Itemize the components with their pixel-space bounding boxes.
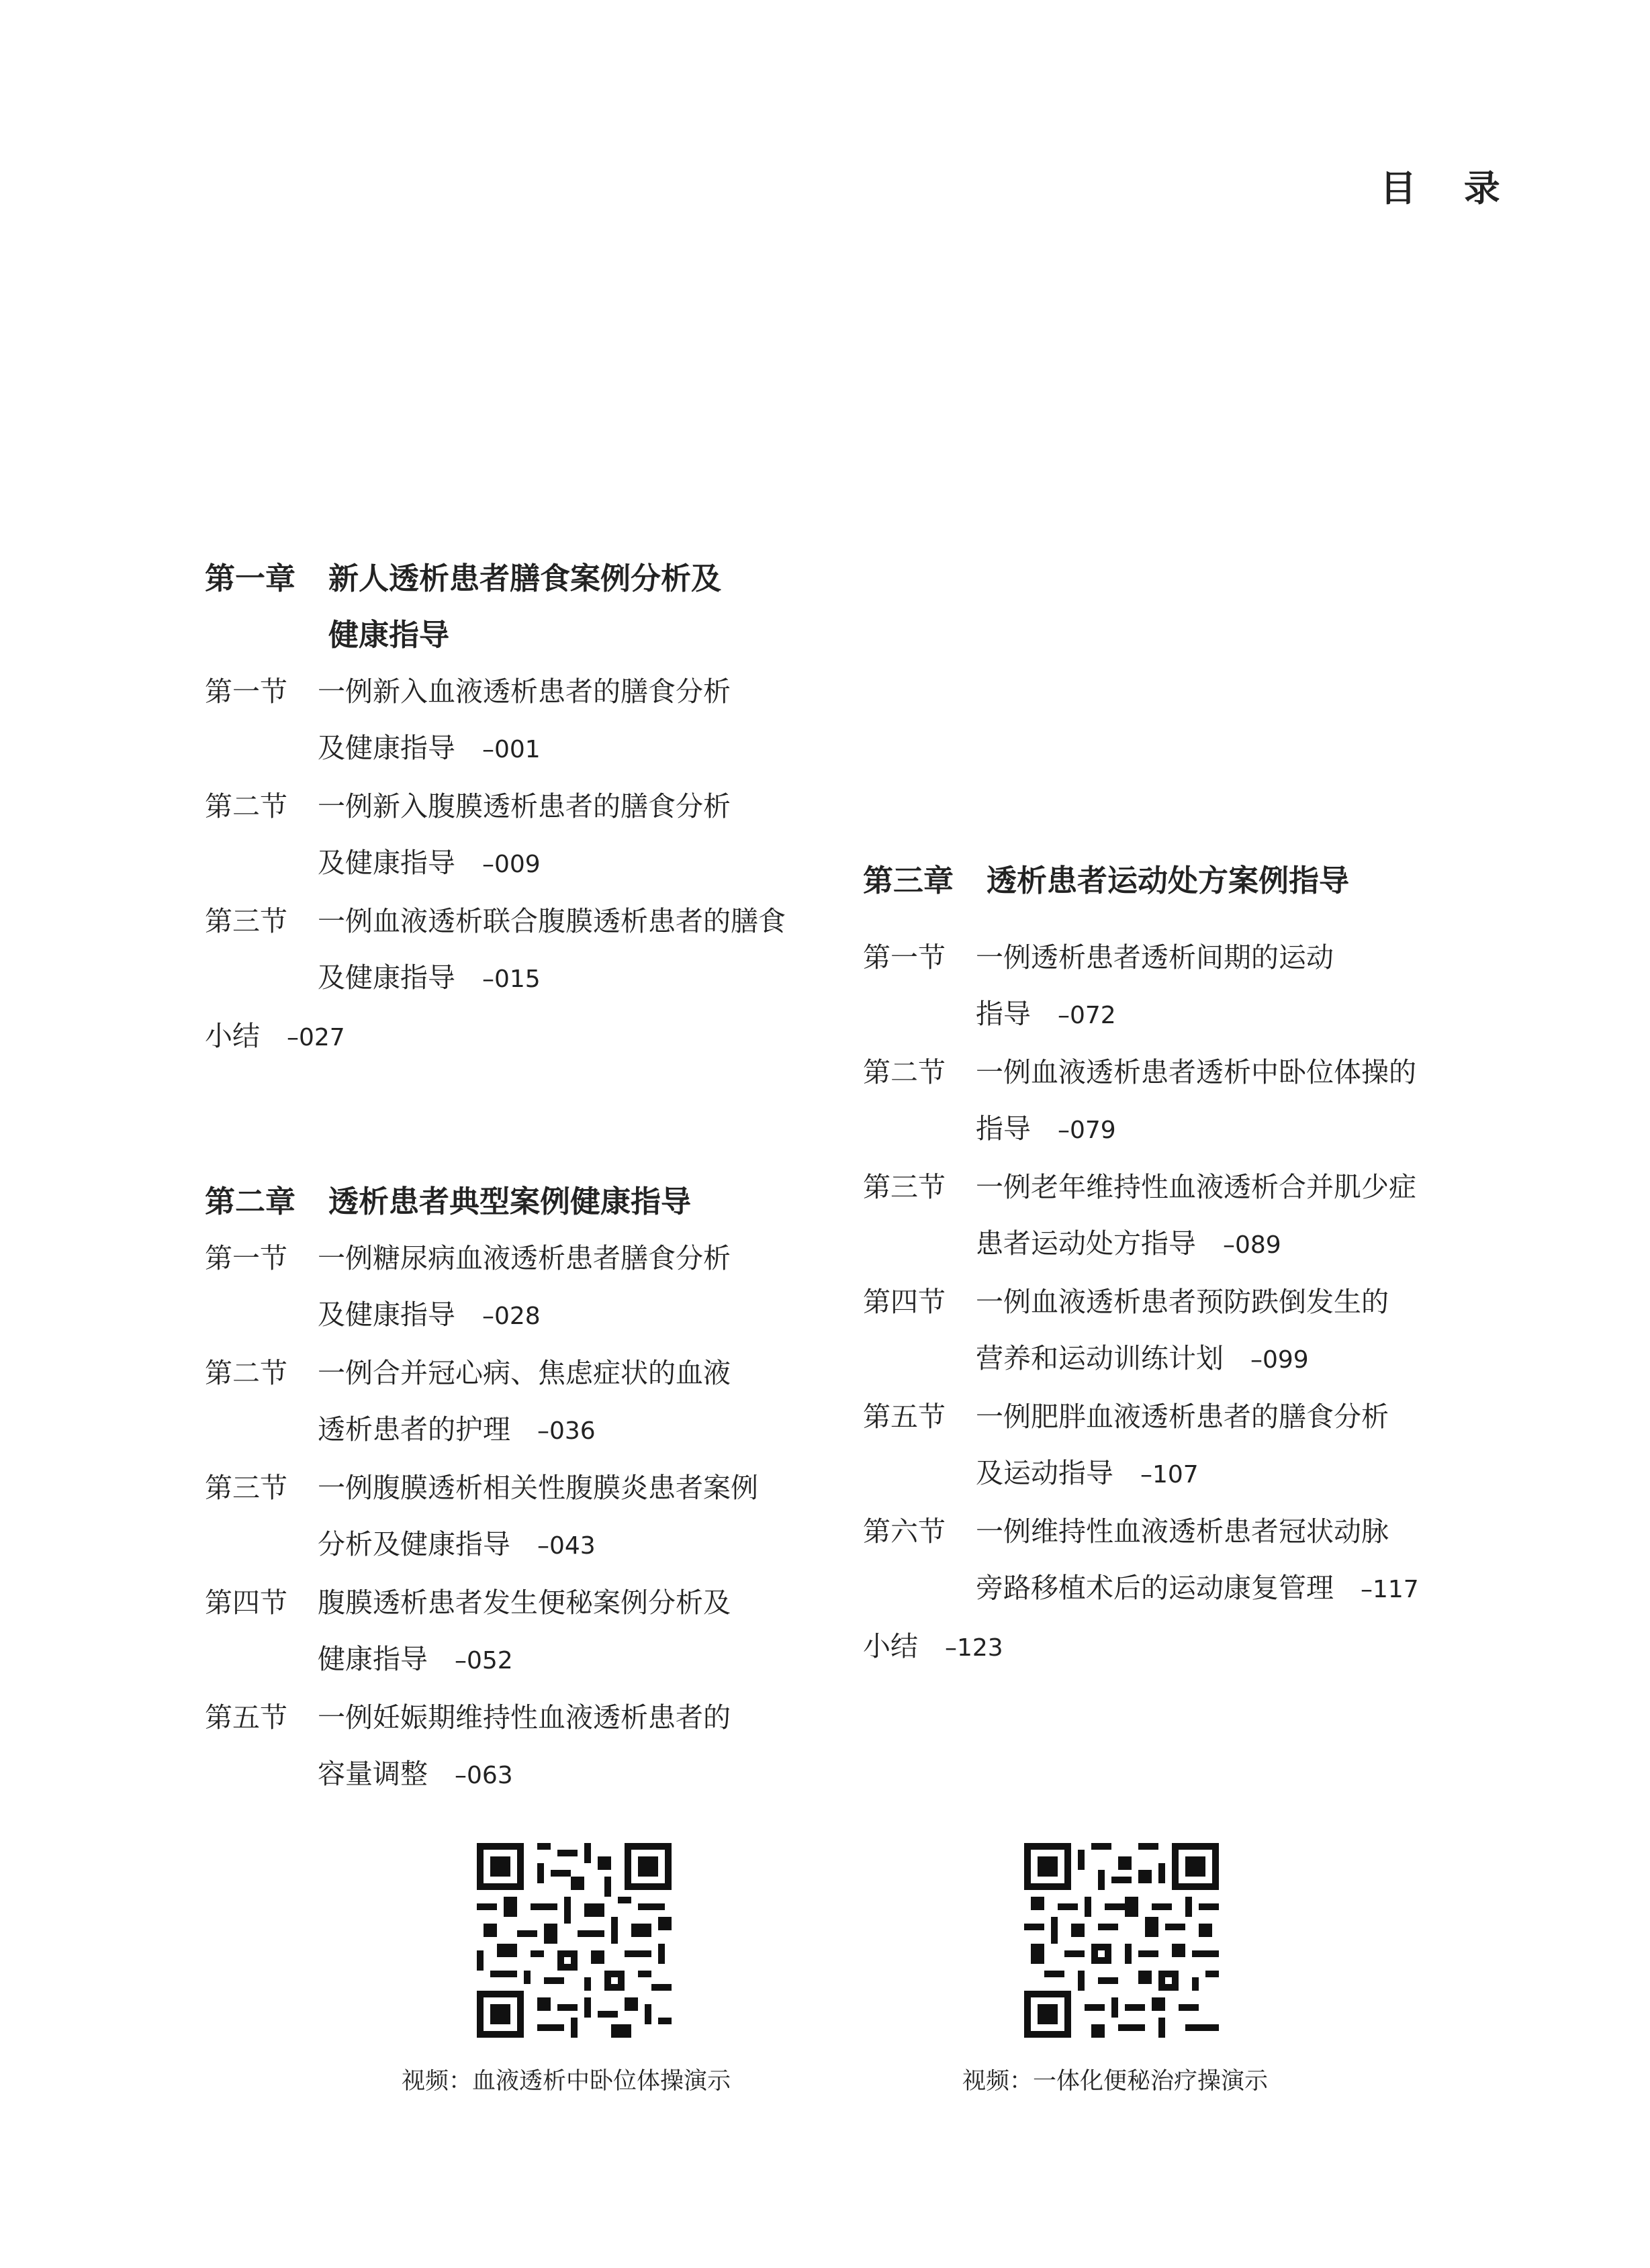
chapter-number: 第一章 — [205, 561, 296, 596]
page-number: –079 — [1058, 1117, 1116, 1144]
section-title-line: 及健康指导 — [318, 1298, 455, 1331]
section-number: 第一节 — [863, 941, 946, 974]
section-number: 第四节 — [863, 1286, 946, 1318]
section-title-line: 健康指导 — [318, 1643, 428, 1675]
qr-caption: 视频：一体化便秘治疗操演示 — [962, 2068, 1269, 2095]
section-number: 第一节 — [205, 1242, 287, 1274]
section-title-line: 分析及健康指导 — [318, 1528, 510, 1560]
page-number: –099 — [1250, 1346, 1309, 1374]
page-title: 目 录 — [1380, 167, 1518, 209]
toc-entry-ch2-s4[interactable] — [205, 1574, 876, 1689]
chapter-title-line: 透析患者典型案例健康指导 — [328, 1184, 692, 1219]
toc-entry-ch2-s3[interactable] — [205, 1460, 876, 1574]
toc-entry-ch2-s5[interactable] — [205, 1689, 876, 1804]
section-title-line: 一例血液透析患者透析中卧位体操的 — [976, 1056, 1416, 1088]
qr-code-icon[interactable] — [1024, 1843, 1219, 2038]
section-number: 第四节 — [205, 1587, 287, 1619]
toc-entry-ch1-summary[interactable] — [205, 1008, 876, 1066]
page-number: –027 — [287, 1024, 345, 1051]
chapter-title-line: 健康指导 — [328, 617, 450, 653]
chapter-title — [205, 551, 876, 663]
section-number: 第二节 — [205, 1357, 287, 1389]
section-title-line: 及运动指导 — [976, 1457, 1113, 1489]
toc-entry-ch2-s1[interactable] — [205, 1230, 876, 1345]
page-number: –123 — [945, 1634, 1003, 1662]
chapter-number: 第二章 — [205, 1184, 296, 1219]
page-number: –015 — [482, 965, 541, 993]
chapter-title-line: 新人透析患者膳食案例分析及 — [328, 561, 722, 596]
page-number: –107 — [1140, 1461, 1199, 1489]
section-title-line: 腹膜透析患者发生便秘案例分析及 — [318, 1587, 731, 1619]
summary-label: 小结 — [863, 1630, 918, 1662]
section-title-line: 及健康指导 — [318, 961, 455, 994]
toc-entry-ch1-s1[interactable] — [205, 663, 876, 778]
section-title-line: 一例血液透析患者预防跌倒发生的 — [976, 1286, 1389, 1318]
toc-entry-ch3-s5[interactable] — [863, 1388, 1534, 1503]
section-number: 第三节 — [863, 1171, 946, 1203]
chapter-2-heading[interactable] — [205, 1174, 876, 1230]
page-number: –072 — [1058, 1002, 1116, 1029]
page-number: –001 — [482, 736, 541, 763]
toc-entry-ch3-s4[interactable] — [863, 1274, 1534, 1388]
section-title-line: 一例老年维持性血液透析合并肌少症 — [976, 1171, 1416, 1203]
section-title-line: 旁路移植术后的运动康复管理 — [976, 1572, 1334, 1604]
section-number: 第五节 — [863, 1401, 946, 1433]
section-title-line: 一例合并冠心病、焦虑症状的血液 — [318, 1357, 731, 1389]
toc-entry-ch3-s6[interactable] — [863, 1503, 1534, 1618]
section-number: 第三节 — [205, 1472, 287, 1504]
spacer — [205, 1066, 876, 1174]
section-title-line: 一例新入血液透析患者的膳食分析 — [318, 675, 731, 708]
section-title-line: 一例维持性血液透析患者冠状动脉 — [976, 1515, 1389, 1548]
section-title-line: 一例透析患者透析间期的运动 — [976, 941, 1334, 974]
section-title-line: 指导 — [976, 1113, 1031, 1145]
section-title-line: 指导 — [976, 998, 1031, 1030]
toc-entry-ch1-s2[interactable] — [205, 778, 876, 893]
toc-entry-ch3-s1[interactable] — [863, 929, 1534, 1044]
chapter-title — [205, 1174, 876, 1230]
qr-caption: 视频：血液透析中卧位体操演示 — [402, 2068, 731, 2095]
section-title-line: 一例腹膜透析相关性腹膜炎患者案例 — [318, 1472, 758, 1504]
toc-entry-ch1-s3[interactable] — [205, 893, 876, 1008]
section-title-line: 容量调整 — [318, 1758, 428, 1790]
section-title-line: 及健康指导 — [318, 847, 455, 879]
toc-entry-ch2-s2[interactable] — [205, 1345, 876, 1460]
section-number: 第一节 — [205, 675, 287, 708]
section-title-line: 一例糖尿病血液透析患者膳食分析 — [318, 1242, 731, 1274]
section-number: 第二节 — [205, 790, 287, 822]
page-number: –117 — [1361, 1576, 1419, 1603]
section-title-line: 营养和运动训练计划 — [976, 1342, 1224, 1374]
section-number: 第六节 — [863, 1515, 946, 1548]
chapter-number: 第三章 — [863, 863, 954, 898]
page-number: –063 — [455, 1762, 513, 1789]
chapter-title: 透析患者运动处方案例指导 — [987, 863, 1350, 898]
section-number: 第二节 — [863, 1056, 946, 1088]
section-number: 第五节 — [205, 1701, 287, 1734]
section-title-line: 一例妊娠期维持性血液透析患者的 — [318, 1701, 731, 1734]
toc-entry-ch3-summary[interactable] — [863, 1618, 1534, 1676]
toc-left-column — [205, 551, 876, 1804]
section-title-line: 及健康指导 — [318, 732, 455, 764]
section-title-line: 一例肥胖血液透析患者的膳食分析 — [976, 1401, 1389, 1433]
section-title-line: 透析患者的护理 — [318, 1413, 510, 1446]
summary-label: 小结 — [205, 1020, 260, 1052]
section-title-line: 一例新入腹膜透析患者的膳食分析 — [318, 790, 731, 822]
chapter-1-heading[interactable] — [205, 551, 876, 663]
page-number: –009 — [482, 851, 541, 878]
page-number: –043 — [537, 1532, 596, 1560]
toc-right-column — [863, 853, 1534, 1676]
section-title-line: 患者运动处方指导 — [976, 1227, 1196, 1260]
chapter-3-heading[interactable] — [863, 853, 1534, 909]
page-number: –052 — [455, 1647, 513, 1674]
toc-entry-ch3-s2[interactable] — [863, 1044, 1534, 1159]
section-title-line: 一例血液透析联合腹膜透析患者的膳食 — [318, 905, 786, 937]
toc-entry-ch3-s3[interactable] — [863, 1159, 1534, 1274]
page-number: –089 — [1223, 1231, 1281, 1259]
page-number: –036 — [537, 1417, 596, 1445]
section-number: 第三节 — [205, 905, 287, 937]
qr-code-icon[interactable] — [477, 1843, 672, 2038]
page-number: –028 — [482, 1303, 541, 1330]
